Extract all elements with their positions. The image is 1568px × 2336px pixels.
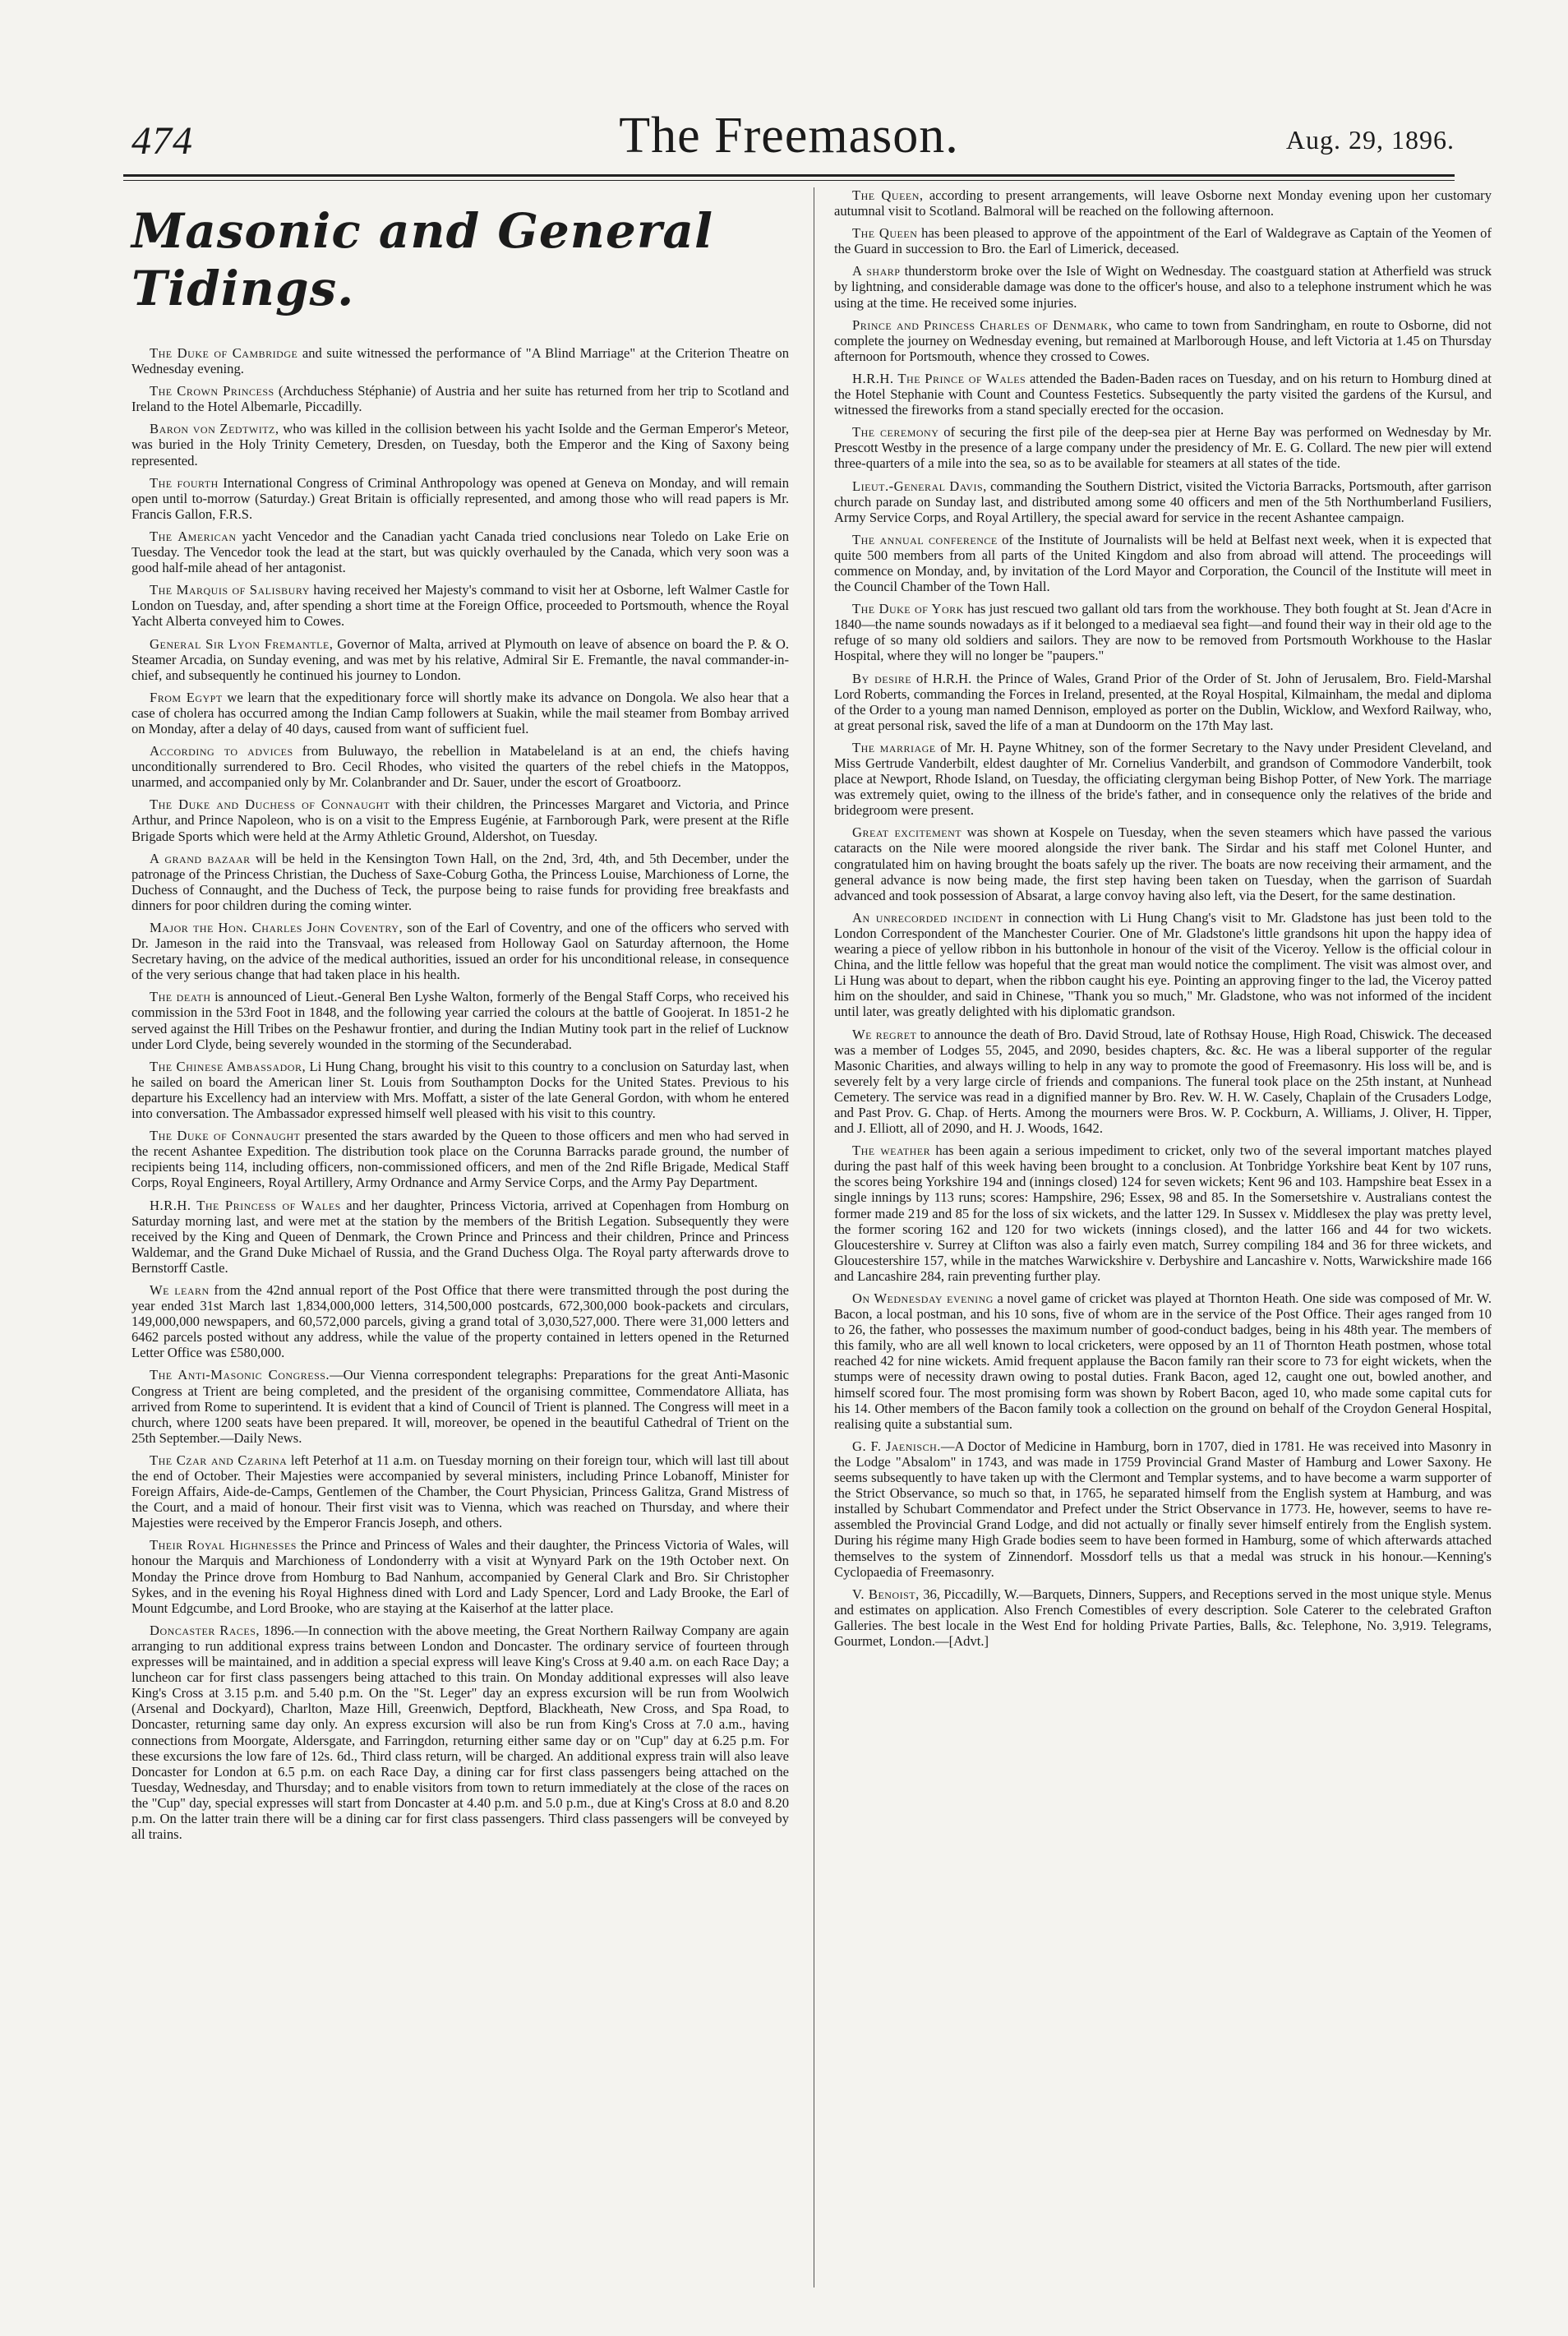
article-text: has been pleased to approve of the appointment of the Earl of Waldegrave as Captain of the Yeomen of the Guard in succession to Bro. the Earl of Limerick, deceased. (834, 225, 1492, 257)
article-lead: The Duke of Cambridge (150, 345, 298, 361)
article-text: thunderstorm broke over the Isle of Wight on Wednesday. The coastguard station at Atherfield was struck by lightning, and considerable damage was done to the officer's house, and also to a telephone instrument which he was using at the time. He received some injuries. (834, 263, 1492, 311)
article-paragraph (131, 421, 789, 468)
article-lead: Prince and Princess Charles of Denmark, (852, 316, 1113, 333)
article-paragraph (834, 1290, 1492, 1432)
article-lead: H.R.H. The Princess of Wales (150, 1197, 341, 1213)
article-text: in connection with Li Hung Chang's visit to Mr. Gladstone has just been told to the London Correspondent of the Manchester Courier. One of Mr. Gladstone's little grandsons hit upon the happy idea of wearing a piece of yellow ribbon in his buttonhole in honour of the visit of the Viceroy. Yellow is the official colour in China, and the little fellow was hopeful that the great man would notice the compliment. The visit was almost over, and Li Hung was about to depart, when the ribbon caught his eye. Pointing an approving finger to the lad, the Viceroy patted him on the shoulder, and said in Chinese, "Thank you so much," Mr. Gladstone, who was not informed of the incident until later, was greatly delighted with his diplomatic grandson. (834, 909, 1492, 1020)
article-lead: The Anti-Masonic Congress. (150, 1367, 330, 1383)
article-text: of securing the first pile of the deep-sea pier at Herne Bay was performed on Wednesday by Mr. Prescott Westby in the presence of a large company under the presidency of Mr. E. G. Collard. The new pier will extend three-quarters of a mile into the sea, so as to be available for steamers at all states of the tide. (834, 424, 1492, 472)
article-lead: The Chinese Ambassador, (150, 1058, 307, 1074)
article-text: presented the stars awarded by the Queen to those officers and men who had served in the recent Ashantee Expedition. The distribution took place on the Corunna Barracks parade ground, the number of recipients being 114, including officers, non-commissioned officers, and men of the 2nd Rifle Brigade, Medical Staff Corps, Royal Engineers, Royal Artillery, Army Ordnance and Army Service Corps, and the Army Pay Department. (131, 1128, 789, 1191)
article-paragraph (131, 1059, 789, 1121)
article-lead: The Marquis of Salisbury (150, 582, 310, 598)
article-paragraph (834, 910, 1492, 1020)
article-paragraph (834, 263, 1492, 310)
article-lead: Baron von Zedtwitz, (150, 421, 279, 437)
article-text: left Peterhof at 11 a.m. on Tuesday morning on their foreign tour, which will last till about the end of October. Their Majesties were accompanied by several ministers, including Prince Lobanoff, Minister for Foreign Affairs, Aide-de-Camps, Gentlemen of the Chamber, the Court Physician, Princess Galitza, Grand Mistress of the Court, and a maid of honour. Their first visit was to Vienna, which was reached on Thursday, and where their Majesties were received by the Emperor Francis Joseph, and others. (131, 1452, 789, 1531)
article-paragraph (131, 989, 789, 1051)
article-paragraph (834, 1438, 1492, 1580)
article-text: a novel game of cricket was played at Thornton Heath. One side was composed of Mr. W. Bacon, a local postman, and his 10 sons, five of whom are in the service of the Post Office. Their ages ranged from 10 to 26, the father, who possesses the maximum number of good-conduct badges, being in his 48th year. The members of this family, who are all well known to local cricketers, were opposed by an 11 of Thornton Heath postmen, whose total reached 42 for nine wickets. Amid frequent applause the Bacon family ran their score to 73 for eight wickets, when the stumps were of necessity drawn owing to postal duties. Frank Bacon, aged 12, caught one out, bowled another, and himself scored four. The most promising form was shown by Robert Bacon, aged 10, who made some capital cuts for his 14. Other members of the Bacon family took a collection on the ground on behalf of the Croydon General Hospital, realising quite a substantial sum. (834, 1290, 1492, 1432)
article-lead: The Duke of Connaught (150, 1128, 301, 1144)
article-paragraph (834, 371, 1492, 418)
article-text: commanding the Southern District, visited the Victoria Barracks, Portsmouth, after garrison church parade on Sunday last, and distributed among some 40 officers and men of the 5th Northumberland Fusiliers, Army Service Corps, and Royal Artillery, the special award for service in the recent Ashantee campaign. (834, 478, 1492, 525)
masthead-rule (123, 174, 1455, 177)
article-lead: The Queen (852, 225, 918, 242)
article-paragraph (834, 824, 1492, 903)
article-lead: By desire (852, 670, 912, 686)
article-lead: On Wednesday evening (852, 1290, 994, 1306)
article-text: is announced of Lieut.-General Ben Lyshe Walton, formerly of the Bengal Staff Corps, who received his commission in the 53rd Foot in 1848, and the following year carried the colours at the battle of Goojerat. In 1851-2 he served against the Hill Tribes on the Peshawur frontier, and during the Indian Mutiny took part in the relief of Lucknow under Lord Clyde, being severely wounded in the storming of the Secunderabad. (131, 989, 790, 1052)
article-lead: The death (150, 989, 211, 1005)
article-paragraph (834, 225, 1492, 256)
article-lead: G. F. Jaenisch. (852, 1438, 941, 1454)
article-paragraph (834, 671, 1492, 733)
page-number: 474 (131, 119, 193, 163)
article-lead: H.R.H. The Prince of Wales (852, 370, 1026, 386)
article-text: 36, Piccadilly, W.—Barquets, Dinners, Suppers, and Receptions served in the most unique style. Menus and estimates on application. Also French Comestibles of every description. Sole Caterer to the celebrated Grafton Galleries. The best locale in the West End for holding Private Parties, Balls, &c. Telephone, No. 3,919. Telegrams, Gourmet, London.—[Advt.] (834, 1586, 1492, 1649)
article-text: was shown at Kospele on Tuesday, when the seven steamers which have passed the various cataracts on the Nile were moored alongside the river bank. The Sirdar and his staff met Colonel Hunter, and congratulated him on having brought the boats safely up the river. The boats are now receiving their armament, and the general advance is now being made, the first step having been taken on Tuesday, when the garrison of Suardah advanced and took possession of Absarat, a large convoy having also left, via the Desert, for the same destination. (834, 824, 1492, 903)
article-text: the Prince and Princess of Wales and their daughter, the Princess Victoria of Wales, will honour the Marquis and Marchioness of Londonderry with a visit at Wynyard Park on the 19th October next. On Monday the Prince drove from Homburg to Bad Nanhum, accompanied by General Clark and Bro. Sir Christopher Sykes, and in the evening his Royal Highness dined with Lord and Lady Spencer, Lord and Lady Brooke, the Earl of Mount Edgcumbe, and Lord Brooke, who are staying at the Kaiserhof at the latter place. (131, 1537, 789, 1616)
article-paragraph (131, 1198, 789, 1276)
article-lead: A grand bazaar (150, 850, 251, 866)
article-paragraph (834, 1143, 1492, 1284)
article-text: who came to town from Sandringham, en route to Osborne, did not complete the journey on Wednesday evening, but remained at Marlborough House, and left Victoria at 1.45 on Thursday afternoon for Portsmouth, whence they crossed to Cowes. (834, 316, 1492, 364)
article-text: Governor of Malta, arrived at Plymouth on leave of absence on board the P. & O. Steamer Arcadia, on Sunday evening, and was met by his relative, Admiral Sir E. Fremantle, the naval commander-in-chief, and subsequently he continued his journey to London. (131, 635, 789, 683)
article-paragraph (834, 1586, 1492, 1649)
article-text: of H.R.H. the Prince of Wales, Grand Prior of the Order of St. John of Jerusalem, Bro. Field-Marshal Lord Roberts, commanding the Forces in Ireland, presented, at the Royal Hospital, Kilmainham, the medal and diploma of the Order to a young man named Dennison, employed as porter on the Dublin, Wicklow, and Wexford Railway, who, at great personal risk, saved the life of a man at Dundoorm on the 17th May last. (834, 670, 1492, 733)
article-paragraph (834, 317, 1492, 364)
article-text: and her daughter, Princess Victoria, arrived at Copenhagen from Homburg on Saturday morning last, and were met at the station by the members of the British Legation. Subsequently they were received by the King and Queen of Denmark, the Crown Prince and Princess and their children, Prince and Princess Waldemar, and the Grand Duke Michael of Russia, and the Grand Duchess Olga. The Royal party afterwards drove to Bernstorff Castle. (131, 1197, 789, 1276)
right-column (834, 187, 1492, 1655)
article-text: who was killed in the collision between his yacht Isolde and the German Emperor's Meteor, was buried in the Holy Trinity Cemetery, Dresden, on Tuesday, both the Emperor and the King of Saxony being represented. (131, 421, 789, 469)
article-paragraph (834, 478, 1492, 525)
article-lead: The Queen, (852, 187, 924, 203)
article-lead: Doncaster Races, (150, 1622, 261, 1638)
article-lead: The Duke of York (852, 601, 964, 617)
article-text: son of the Earl of Coventry, and one of the officers who served with Dr. Jameson in the raid into the Transvaal, was released from Holloway Gaol on Saturday afternoon, the Home Secretary having, on the advice of the medical authorities, issued an order for his unconditional release, in consequence of the very serious change that had taken place in his health. (131, 920, 789, 983)
article-lead: A sharp (852, 263, 901, 279)
article-lead: The American (150, 528, 237, 544)
article-paragraph (834, 740, 1492, 818)
article-text: International Congress of Criminal Anthropology was opened at Geneva on Monday, and will remain open until to-morrow (Saturday.) Great Britain is officially represented, and among those who will read papers is Mr. Francis Gallon, F.R.S. (131, 474, 789, 522)
article-text: of the Institute of Journalists will be held at Belfast next week, when it is expected that quite 500 members from all parts of the United Kingdom and also from abroad will attend. The proceedings will commence on Monday, and, by invitation of the Lord Mayor and Corporation, the Council of the Institute will meet in the Council Chamber of the Town Hall. (834, 531, 1492, 595)
article-text: with their children, the Princesses Margaret and Victoria, and Prince Arthur, and Prince Napoleon, who is on a visit to the Empress Eugénie, at Farnborough Park, were present at the Rifle Brigade Sports which were held at the Army Athletic Ground, Aldershot, on Tuesday. (131, 796, 789, 844)
article-lead: V. Benoist, (852, 1586, 920, 1602)
article-paragraph (834, 601, 1492, 663)
article-paragraph (834, 424, 1492, 471)
article-lead: Lieut.-General Davis, (852, 478, 987, 494)
article-lead: From Egypt (150, 689, 223, 705)
article-text: 1896.—In connection with the above meeting, the Great Northern Railway Company are again arranging to run additional express trains between London and Doncaster. The ordinary service of fourteen through expresses will be maintained, and in addition a special express will leave King's Cross at 9.40 a.m. on each Race Day; a luncheon car for first class passengers being attached to this train. On Monday additional expresses will also leave King's Cross at 3.15 p.m. and 5.40 p.m. On the "St. Leger" day an express excursion will be run from Woolwich (Arsenal and Dockyard), Charlton, Maze Hill, Greenwich, Deptford, Blackheath, New Cross, and Spa Road, to Doncaster, returning same day only. An express excursion will also be run from King's Cross at 7.0 a.m., having connections from Moorgate, Aldersgate, and Farringdon, returning either same day or on "Cup" day at 6.25 p.m. For these excursions the low fare of 12s. 6d., Third class return, will be charged. An additional express train will also leave Doncaster for London at 6.5 p.m. on each Race Day, a dining car for first class passengers being attached on the Tuesday, Wednesday, and Thursday; and to enable visitors from town to return immediately at the close of the races on the "Cup" day, special expresses will start from Doncaster at 4.40 p.m. and 5.0 p.m., due at King's Cross at 8.0 and 8.20 p.m. On the latter train there will be a dining car for first class passengers. Third class passengers will be conveyed by all trains. (131, 1622, 789, 1843)
article-text: we learn that the expeditionary force will shortly make its advance on Dongola. We also hear that a case of cholera has occurred among the Indian Camp followers at Suakin, while the mail steamer from Bombay arrived on Monday, after a delay of 40 days, caused from want of sufficient fuel. (131, 689, 789, 736)
masthead (123, 107, 1455, 164)
article-paragraph (131, 690, 789, 736)
article-paragraph (131, 920, 789, 982)
article-lead: The ceremony (852, 424, 939, 441)
left-column (131, 187, 789, 1849)
article-lead: An unrecorded incident (852, 909, 1003, 926)
article-lead: The marriage (852, 739, 936, 755)
masthead-rule-thin (123, 180, 1455, 181)
article-text: Li Hung Chang, brought his visit to this country to a conclusion on Saturday last, when he sailed on board the American liner St. Louis from Southampton Docks for the United States. Previous to his departure his Excellency had an interview with Mrs. Moffatt, a sister of the late General Gordon, with whom he entered into conversation. The Ambassador expressed himself well pleased with his visit to this country. (131, 1058, 789, 1122)
article-paragraph (131, 529, 789, 575)
article-paragraph (131, 1452, 789, 1530)
article-text: yacht Vencedor and the Canadian yacht Canada tried conclusions near Toledo on Lake Erie on Tuesday. The Vencedor took the lead at the start, but was quickly overhauled by the Canada, which very soon was a good half-mile ahead of her antagonist. (131, 528, 790, 576)
article-paragraph (131, 636, 789, 683)
article-text: according to present arrangements, will leave Osborne next Monday evening upon her customary autumnal visit to Scotland. Balmoral will be reached on the following afternoon. (834, 187, 1492, 219)
article-lead: We learn (150, 1281, 210, 1298)
article-text: having received her Majesty's command to visit her at Osborne, left Walmer Castle for London on Tuesday, and, after spending a short time at the Foreign Office, proceeded to Portsmouth, whence the Royal Yacht Alberta conveyed him to Cowes. (131, 582, 789, 630)
article-paragraph (131, 1537, 789, 1615)
section-heading: Masonic and General Tidings. (131, 203, 714, 316)
article-paragraph (131, 1282, 789, 1360)
article-text: —Our Vienna correspondent telegraphs: Preparations for the great Anti-Masonic Congress at Trient are being completed, and the president of the organising committee, Commendatore Alliata, has arrived from Rome to superintend. It is evident that a kind of Council of Trient is planned. The Congress will meet in a church, where 1200 seats have been prepared. It will, moreover, be opened in the beautiful Cathedral of Trient on the 25th September.—Daily News. (131, 1367, 789, 1446)
article-paragraph (131, 1623, 789, 1842)
article-paragraph (834, 532, 1492, 594)
article-lead: The annual conference (852, 531, 998, 547)
article-lead: The Czar and Czarina (150, 1452, 288, 1468)
journal-title: The Freemason. (619, 108, 959, 164)
article-paragraph (131, 851, 789, 913)
article-lead: Great excitement (852, 824, 962, 841)
article-text: (Archduchess Stéphanie) of Austria and her suite has returned from her trip to Scotland and Ireland to the Hotel Albemarle, Piccadilly. (131, 383, 789, 415)
article-lead: Their Royal Highnesses (150, 1537, 297, 1553)
article-text: from Buluwayo, the rebellion in Matabeleland is at an end, the chiefs having unconditionally surrendered to Bro. Cecil Rhodes, who visited the quarters of the rebel chiefs in the Matoppos, unarmed, and accompanied only by Mr. Colanbrander and Dr. Sauer, under the escort of Groatboorz. (131, 743, 790, 791)
article-lead: The fourth (150, 474, 219, 491)
article-lead: We regret (852, 1026, 917, 1042)
article-lead: The weather (852, 1143, 931, 1159)
article-paragraph (131, 345, 789, 376)
article-paragraph (131, 743, 789, 790)
article-text: has just rescued two gallant old tars from the workhouse. They both fought at St. Jean d'Acre in 1840—the name sounds nowadays as if it belonged to a mediaeval sea fight—and found their way in their old age to the refuge of so many old soldiers and sailors. They are now to be removed from Portsmouth Workhouse to the Haslar Hospital, where they will no longer be "paupers." (834, 601, 1492, 664)
article-lead: General Sir Lyon Fremantle, (150, 635, 334, 652)
article-text: of Mr. H. Payne Whitney, son of the former Secretary to the Navy under President Cleveland, and Miss Gertrude Vanderbilt, eldest daughter of Mr. Cornelius Vanderbilt, and grandson of Commodore Vanderbilt, took place at Newport, Rhode Island, on Tuesday, the officiating clergyman being Bishop Potter, of New York. The marriage was extremely quiet, owing to the illness of the bride's father, and in consequence only the relatives of the bride and bridegroom were present. (834, 739, 1492, 819)
article-lead: The Duke and Duchess of Connaught (150, 796, 390, 813)
article-lead: According to advices (150, 743, 293, 759)
article-text: to announce the death of Bro. David Stroud, late of Rothsay House, High Road, Chiswick. The deceased was a member of Lodges 55, 2045, and 2090, besides chapters, &c. &c. He was a liberal supporter of the regular Masonic Charities, and always willing to help in any way to promote the good of Freemasonry. His loss will be, and is severely felt by a very large circle of friends and companions. The funeral took place on the 25th instant, at Nunhead Cemetery. The service was read in a dignified manner by Bro. Rev. W. H. W. Casely, Chaplain of the Crusaders Lodge, and Past Prov. G. Chap. of Herts. Among the mourners were Bros. W. P. Cockburn, A. Williams, J. Oliver, H. Tipper, and J. Elliott, all of 2090, and H. J. Woods, 1642. (834, 1026, 1492, 1137)
article-lead: The Crown Princess (150, 383, 274, 399)
article-paragraph (131, 796, 789, 843)
article-paragraph (131, 475, 789, 522)
article-text: and suite witnessed the performance of "A Blind Marriage" at the Criterion Theatre on Wednesday evening. (131, 345, 790, 377)
article-paragraph (131, 1367, 789, 1445)
article-text: —A Doctor of Medicine in Hamburg, born in 1707, died in 1781. He was received into Masonry in the Lodge "Absalom" in 1743, and was made in 1759 Provincial Grand Master of Hamburg and Lower Saxony. He seems subsequently to have taken up with the Clermont and Templar systems, and to have become a warm supporter of the Strict Observance, so much so that, in 1765, he separated himself from the English system at Hamburg, and was installed by Schubart Commendator and Prefect under the Strict Observance in 1773. He, however, seems to have re-assembled the Provincial Grand Lodge, and did not actually or finally sever himself entirely from the English system. During his régime many High Grade bodies seem to have been formed in Hamburg, some of which afterwards attached themselves to the system of Zinnendorf. Mossdorf tells us that a medal was struck in his honour.—Kenning's Cyclopaedia of Freemasonry. (834, 1438, 1492, 1580)
article-text: from the 42nd annual report of the Post Office that there were transmitted through the post during the year ended 31st March last 1,834,000,000 letters, 314,500,000 postcards, 672,300,000 book-packets and circulars, 149,000,000 newspapers, and 60,572,000 parcels, giving a grand total of 3,030,527,000. There were 31,000 letters and 6462 parcels posted without any address, while the value of the property contained in letters opened in the Returned Letter Office was £580,000. (131, 1281, 789, 1361)
article-lead: Major the Hon. Charles John Coventry, (150, 920, 404, 935)
article-paragraph (834, 187, 1492, 219)
article-text: attended the Baden-Baden races on Tuesday, and on his return to Homburg dined at the Hotel Stephanie with Count and Countess Festetics. Subsequently the party visited the gardens of the Kursul, and witnessed the fireworks from a stand specially erected for the occasion. (834, 370, 1492, 418)
article-paragraph (131, 582, 789, 629)
article-text: has been again a serious impediment to cricket, only two of the several important matches played during the past half of this week having been brought to a conclusion. At Tonbridge Yorkshire beat Kent by 107 runs, the scores being Yorkshire 194 and (innings closed) 124 for seven wickets; Kent 96 and 103. Hampshire beat Essex in a single innings by 113 runs; scores: Hampshire, 296; Essex, 98 and 85. In the Somersetshire v. Australians contest the former made 219 and 85 for the loss of six wickets, and the latter 129. In Sussex v. Middlesex the play was pretty level, the former scoring 162 and 120 for two wickets (innings closed), and the latter 166 and 44 for two wickets. Gloucestershire v. Surrey at Clifton was also a fairly even match, Surrey compiling 184 and 36 for three wickets, and Gloucestershire 157, while in the matches Warwickshire v. Derbyshire and Lancashire v. Notts, Warwickshire made 166 and Lancashire 284, rain preventing further play. (834, 1143, 1492, 1284)
issue-date: Aug. 29, 1896. (1285, 125, 1455, 155)
article-paragraph (131, 1128, 789, 1190)
article-paragraph (131, 383, 789, 414)
article-paragraph (834, 1027, 1492, 1137)
article-text: will be held in the Kensington Town Hall, on the 2nd, 3rd, 4th, and 5th December, under the patronage of the Princess Christian, the Duchess of Saxe-Coburg Gotha, the Princess Louise, Marchioness of Lorne, the Duchess of Connaught, and the Duchess of Teck, the purpose being to raise funds for providing free breakfasts and dinners for poor children during the coming winter. (131, 850, 789, 913)
